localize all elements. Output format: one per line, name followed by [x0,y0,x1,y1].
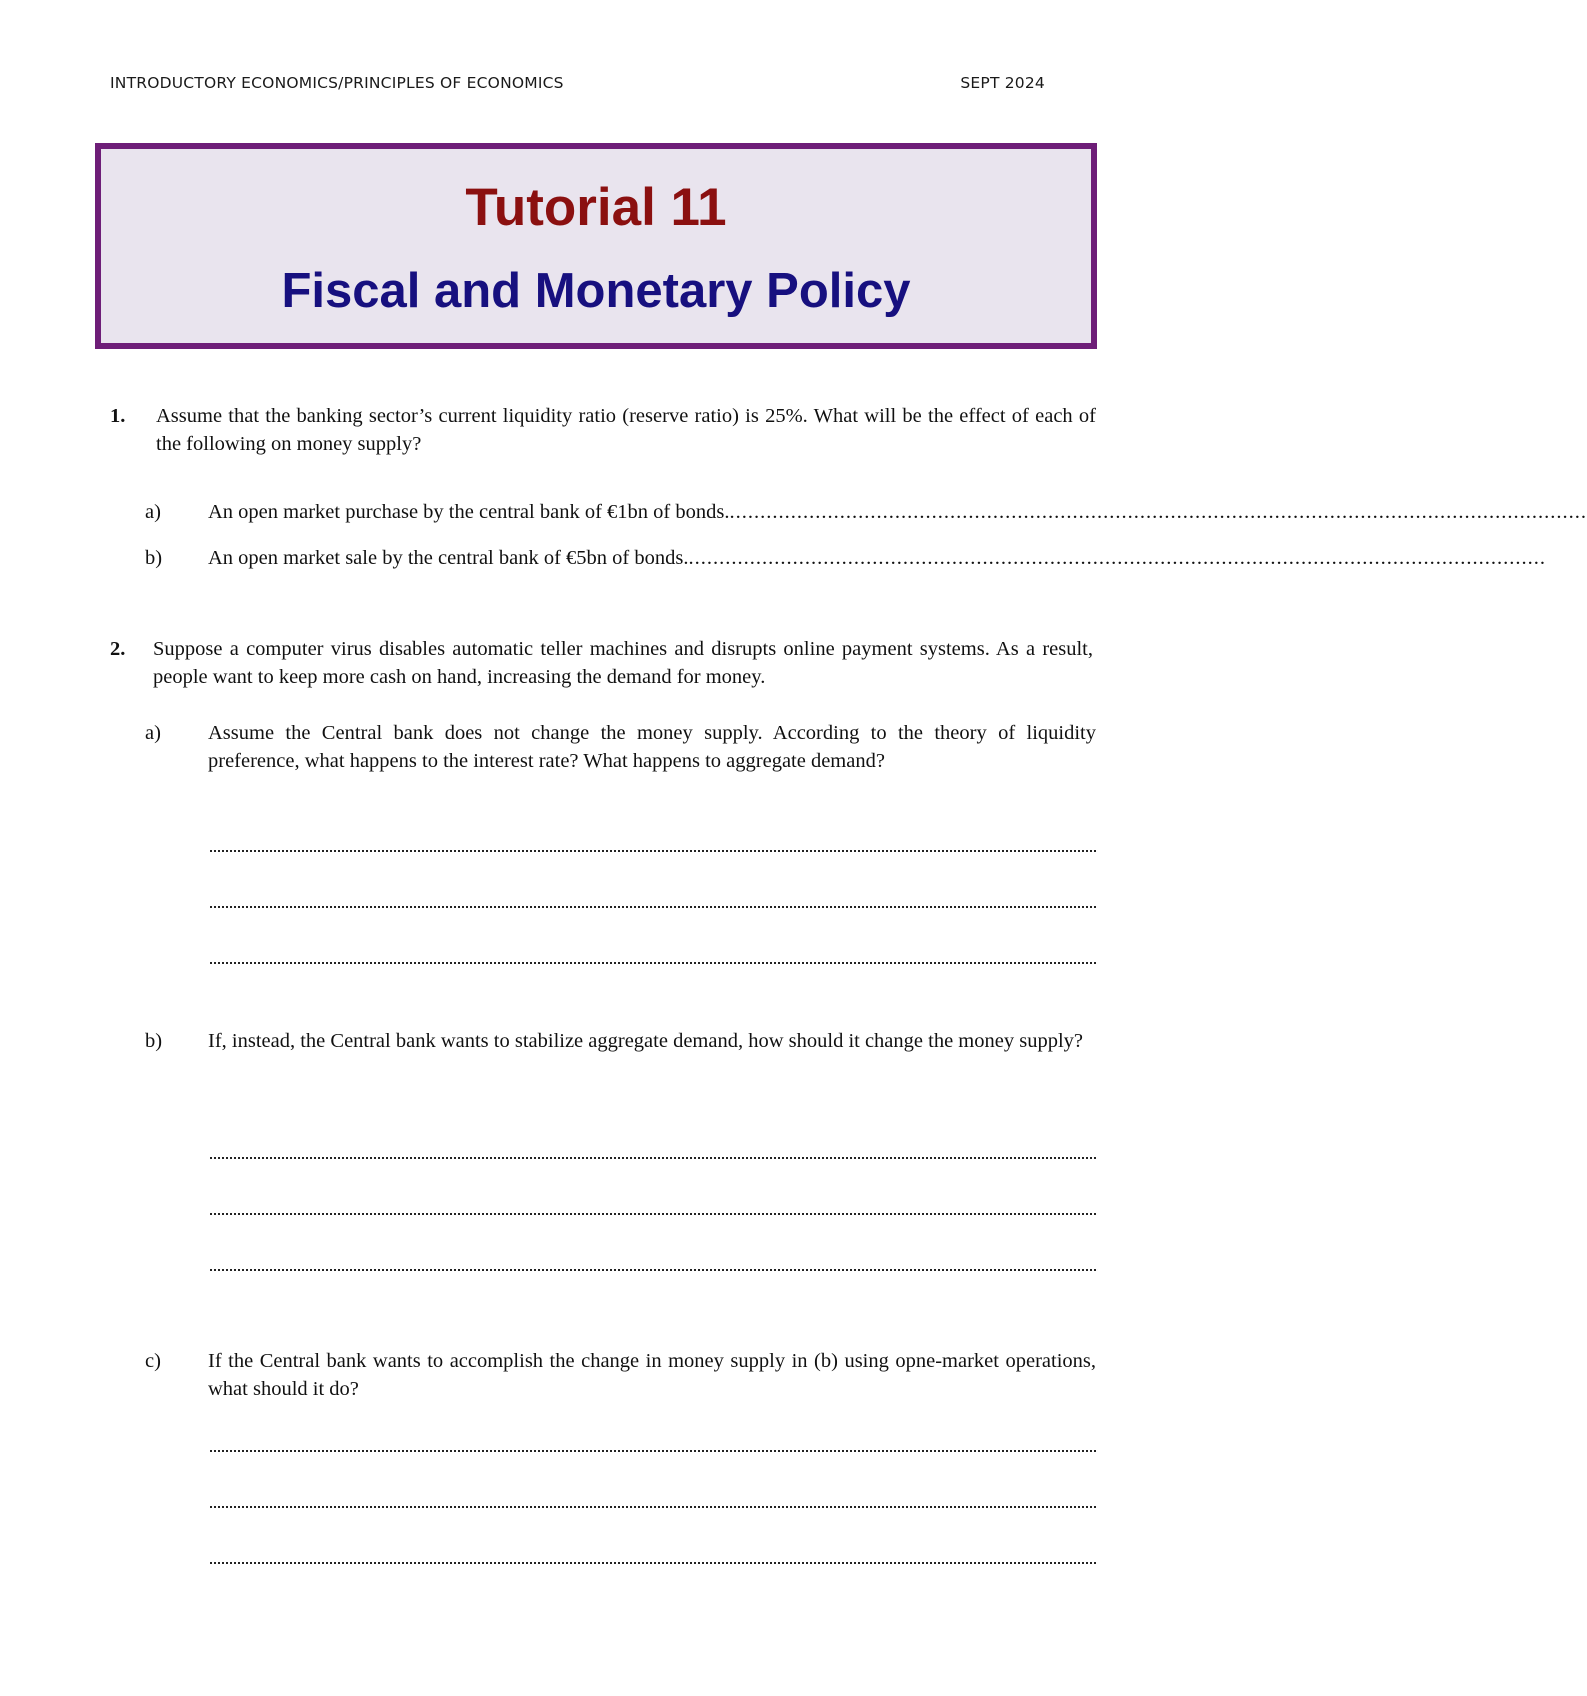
question-2-text: Suppose a computer virus disables automatic teller machines and disrupts online payment systems. As a result, people want to keep more cash on hand, increasing the demand for money. [153,638,1093,688]
question-1-text: Assume that the banking sector’s current liquidity ratio (reserve ratio) is 25%. What will be the effect of each of the following on money supply? [156,405,1096,455]
course-title: INTRODUCTORY ECONOMICS/PRINCIPLES OF ECONOMICS [110,74,564,92]
term-date: SEPT 2024 [960,74,1045,92]
question-2c-label: c) [145,1350,161,1372]
question-2a-label: a) [145,722,161,744]
tutorial-subtitle: Fiscal and Monetary Policy [281,264,911,318]
question-2c-answer-line-3[interactable] [210,1562,1096,1564]
question-2c-answer-line-2[interactable] [210,1506,1096,1508]
question-2a-text: Assume the Central bank does not change the money supply. According to the theory of liquidity preference, what happens to the interest rate? What happens to aggregate demand? [208,722,1096,772]
question-1b-text: An open market sale by the central bank of €5bn of bonds. [208,547,689,569]
title-box [95,143,1097,349]
question-2a-answer-line-1[interactable] [210,850,1096,852]
question-2-number: 2. [110,638,126,660]
question-2a-answer-line-2[interactable] [210,906,1096,908]
question-2a-answer-line-3[interactable] [210,962,1096,964]
question-1a-label: a) [145,501,161,523]
question-1a-answer-line[interactable]: ............................................................................................................................................ [729,501,1587,523]
question-2b-text: If, instead, the Central bank wants to stabilize aggregate demand, how should it change the money supply? [208,1030,1083,1052]
question-2b-label: b) [145,1030,163,1052]
question-1-number: 1. [110,405,126,427]
question-1a-row [208,498,1587,526]
question-2b-answer-line-3[interactable] [210,1269,1096,1271]
question-2c-text: If the Central bank wants to accomplish the change in money supply in (b) using opne-market operations, what should it do? [208,1350,1096,1400]
tutorial-title: Tutorial 11 [465,178,727,237]
question-1b-answer-line[interactable]: ............................................................................................................................................ [688,547,1546,569]
question-1a-text: An open market purchase by the central bank of €1bn of bonds. [208,501,730,523]
question-1b-row [208,544,1546,572]
question-2b-answer-line-2[interactable] [210,1213,1096,1215]
question-1b-label: b) [145,547,163,569]
question-2c-answer-line-1[interactable] [210,1450,1096,1452]
running-header [110,74,1045,92]
question-2b-answer-line-1[interactable] [210,1157,1096,1159]
